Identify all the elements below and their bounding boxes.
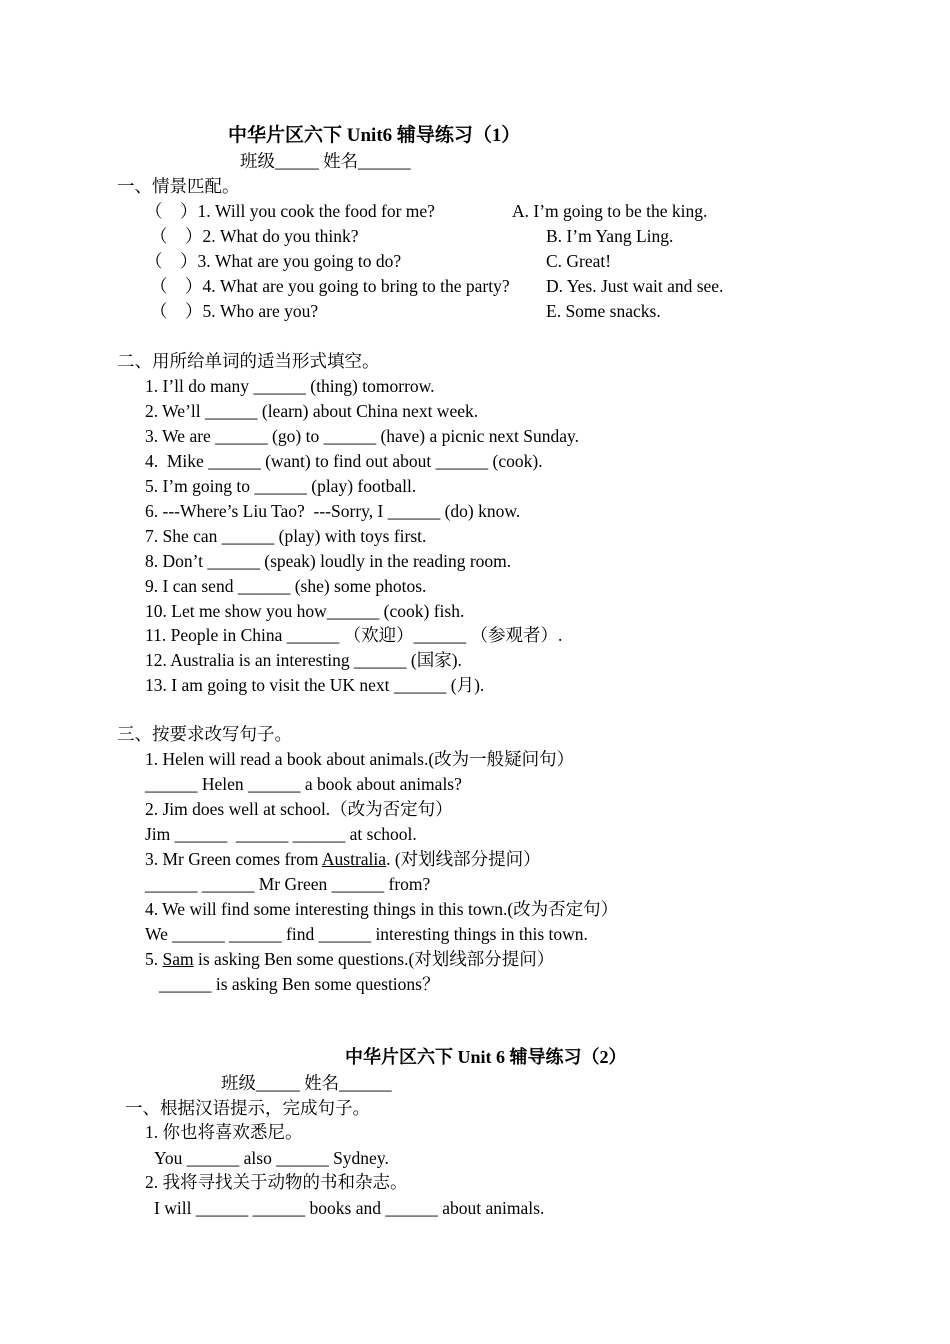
- rewrite-question-5: [145, 948, 554, 970]
- fill-item-3: 3. We are ______ (go) to ______ (have) a picnic next Sunday.: [145, 426, 580, 446]
- match-question-3: （ ）3. What are you going to do?: [145, 251, 402, 271]
- rewrite-question-1: 1. Helen will read a book about animals.(改为一般疑问句）: [145, 749, 575, 769]
- translate-question-1: 1. 你也将喜欢悉尼。: [145, 1122, 303, 1142]
- fill-item-5: 5. I’m going to ______ (play) football.: [145, 476, 417, 496]
- rewrite-answer-1: ______ Helen ______ a book about animals?: [145, 774, 462, 794]
- sheet1-class-name-line: 班级_____ 姓名______: [240, 151, 411, 171]
- match-question-2: （ ）2. What do you think?: [150, 226, 359, 246]
- rewrite-answer-4: We ______ ______ find ______ interesting things in this town.: [145, 924, 588, 944]
- fill-item-13: 13. I am going to visit the UK next ______ (月).: [145, 675, 485, 695]
- fill-item-8: 8. Don’t ______ (speak) loudly in the reading room.: [145, 551, 512, 571]
- translate-answer-2: I will ______ ______ books and ______ about animals.: [154, 1198, 545, 1218]
- match-answer-a: A. I’m going to be the king.: [512, 201, 708, 221]
- fill-item-11: 11. People in China ______ （欢迎）______ （参观者）.: [145, 625, 563, 645]
- translate-question-2: 2. 我将寻找关于动物的书和杂志。: [145, 1172, 408, 1192]
- rewrite-question-4: 4. We will find some interesting things in this town.(改为否定句）: [145, 899, 619, 919]
- match-question-4: （ ）4. What are you going to bring to the party?: [150, 276, 510, 296]
- match-answer-c: C. Great!: [546, 251, 612, 271]
- match-answer-b: B. I’m Yang Ling.: [546, 226, 674, 246]
- translate-answer-1: You ______ also ______ Sydney.: [154, 1148, 389, 1168]
- fill-item-10: 10. Let me show you how______ (cook) fish.: [145, 601, 465, 621]
- match-answer-d: D. Yes. Just wait and see.: [546, 276, 724, 296]
- fill-item-9: 9. I can send ______ (she) some photos.: [145, 576, 427, 596]
- rewrite-question-3: [145, 848, 541, 870]
- fill-item-7: 7. She can ______ (play) with toys first.: [145, 526, 427, 546]
- fill-item-12: 12. Australia is an interesting ______ (国家).: [145, 650, 462, 670]
- rewrite-question-3-suffix: . (对划线部分提问）: [386, 849, 541, 869]
- rewrite-question-5-prefix: 5.: [145, 949, 163, 969]
- section3-heading: 三、按要求改写句子。: [117, 724, 292, 744]
- match-question-1: （ ）1. Will you cook the food for me?: [145, 201, 435, 221]
- match-answer-e: E. Some snacks.: [546, 301, 661, 321]
- sheet2-section1-heading: 一、根据汉语提示，完成句子。: [125, 1098, 370, 1118]
- section2-heading: 二、用所给单词的适当形式填空。: [117, 351, 380, 371]
- sheet2-title: 中华片区六下 Unit 6 辅导练习（2）: [345, 1047, 627, 1067]
- underlined-word-australia: Australia: [321, 849, 387, 869]
- match-question-5: （ ）5. Who are you?: [150, 301, 319, 321]
- sheet1-title: 中华片区六下 Unit6 辅导练习（1）: [228, 125, 521, 146]
- rewrite-answer-5: ______ is asking Ben some questions？: [159, 974, 440, 994]
- fill-item-4: 4. Mike ______ (want) to find out about ______ (cook).: [145, 451, 543, 471]
- fill-item-1: 1. I’ll do many ______ (thing) tomorrow.: [145, 376, 435, 396]
- sheet2-class-name-line: 班级_____ 姓名______: [221, 1073, 392, 1093]
- rewrite-answer-3: ______ ______ Mr Green ______ from?: [145, 874, 431, 894]
- rewrite-answer-2: Jim ______ ______ ______ at school.: [145, 824, 417, 844]
- section1-heading: 一、情景匹配。: [117, 176, 240, 196]
- underlined-word-sam: Sam: [162, 949, 194, 969]
- rewrite-question-5-suffix: is asking Ben some questions.(对划线部分提问）: [193, 949, 555, 969]
- fill-item-6: 6. ---Where’s Liu Tao? ---Sorry, I ______ (do) know.: [145, 501, 521, 521]
- rewrite-question-2: 2. Jim does well at school.（改为否定句）: [145, 799, 453, 819]
- rewrite-question-3-prefix: 3. Mr Green comes from: [145, 849, 322, 869]
- fill-item-2: 2. We’ll ______ (learn) about China next week.: [145, 401, 479, 421]
